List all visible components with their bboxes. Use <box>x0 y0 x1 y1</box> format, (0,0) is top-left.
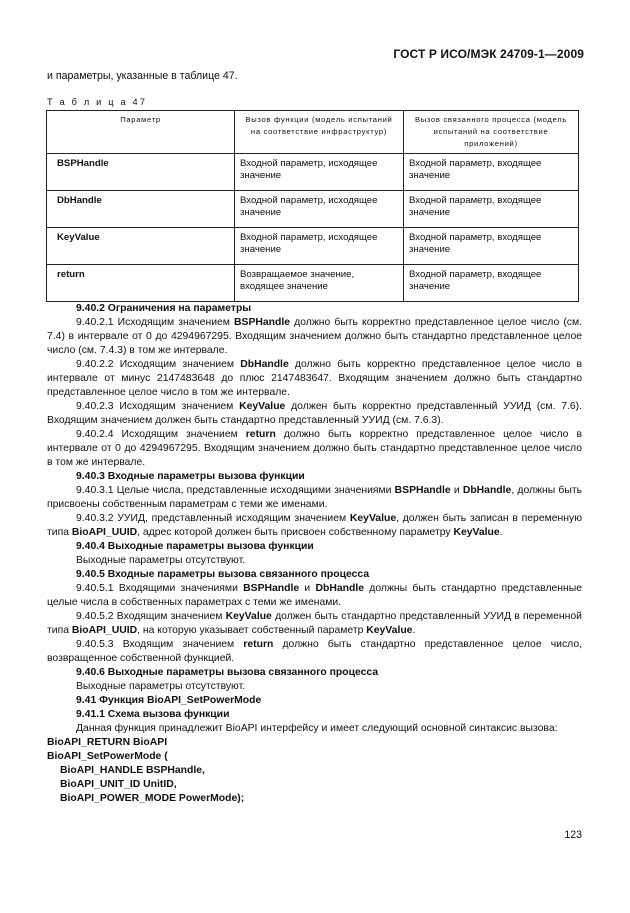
header-linked-process: Вызов связанного процесса (модель испытаний на соответствие приложений) <box>404 111 579 154</box>
document-body <box>47 302 582 806</box>
header-function-call: Вызов функции (модель испытаний на соответствие инфраструктур) <box>235 111 404 154</box>
paragraph: Данная функция принадлежит BioAPI интерфейсу и имеет следующий основной синтаксис вызова: <box>76 723 558 734</box>
section-heading: 9.40.2 Ограничения на параметры <box>76 303 252 314</box>
param-linked: Входной параметр, входящее значение <box>404 228 579 265</box>
table-header-row <box>47 111 579 154</box>
param-call: Возвращаемое значение, входящее значение <box>235 265 404 302</box>
param-name: KeyValue <box>47 228 235 265</box>
param-linked: Входной параметр, входящее значение <box>404 191 579 228</box>
intro-text: и параметры, указанные в таблице 47. <box>47 70 238 82</box>
paragraph: 9.40.5.3 Входящим значением return должно быть стандартно представленное целое число, возвращенное собственной функцией. <box>47 639 582 664</box>
section-heading: 9.40.6 Выходные параметры вызова связанного процесса <box>76 667 379 678</box>
document-code-header: ГОСТ Р ИСО/МЭК 24709-1—2009 <box>393 47 584 61</box>
paragraph: 9.40.2.1 Исходящим значением BSPHandle должно быть корректно представленное целое число (см. 7.4) в интервале от 0 до 4294967295. Входящим значением должно быть стандартно представленное целое число (см. 7.4.3) в том же интервале. <box>47 317 583 356</box>
paragraph: 9.40.3.1 Целые числа, представленные исходящими значениями BSPHandle и DbHandle, должны быть присвоены собственным параметрам с теми же именами. <box>47 485 582 510</box>
table-row <box>47 191 579 228</box>
section-heading: 9.41.1 Схема вызова функции <box>76 709 230 720</box>
paragraph: Выходные параметры отсутствуют. <box>76 681 246 692</box>
code-line: BioAPI_POWER_MODE PowerMode); <box>60 793 245 804</box>
code-line: BioAPI_SetPowerMode ( <box>47 751 168 762</box>
param-call: Входной параметр, исходящее значение <box>235 228 404 265</box>
table-row <box>47 228 579 265</box>
table-row <box>47 154 579 191</box>
code-line: BioAPI_UNIT_ID UnitID, <box>60 779 177 790</box>
table-row <box>47 265 579 302</box>
code-line: BioAPI_RETURN BioAPI <box>47 737 168 748</box>
paragraph: 9.40.2.2 Исходящим значением DbHandle должно быть корректно представленное целое число в интервале от минус 2147483648 до плюс 2147483647. Входящим значением должно быть стандартно представленное целое число в том же интервале. <box>47 359 582 398</box>
paragraph: 9.40.5.1 Входящими значениями BSPHandle и DbHandle должны быть стандартно представленные целые числа в собственных параметрах с теми же именами. <box>47 583 583 608</box>
page-number: 123 <box>564 829 582 841</box>
paragraph: Выходные параметры отсутствуют. <box>76 555 246 566</box>
paragraph: 9.40.2.4 Исходящим значением return должно быть корректно представленное целое число в интервале от 0 до 4294967295. Входящим значением должно быть стандартно представленное целое число в том же интервале. <box>47 429 582 468</box>
header-parameter: Параметр <box>47 111 235 154</box>
code-line: BioAPI_HANDLE BSPHandle, <box>60 765 205 776</box>
paragraph: 9.40.3.2 УУИД, представленный исходящим значением KeyValue, должен быть записан в переменную типа BioAPI_UUID, адрес которой должен быть присвоен собственному параметру KeyValue. <box>47 513 582 538</box>
section-heading: 9.40.4 Выходные параметры вызова функции <box>76 541 314 552</box>
table-caption: Т а б л и ц а 47 <box>47 97 148 107</box>
section-heading: 9.40.5 Входные параметры вызова связанного процесса <box>76 569 370 580</box>
param-name: BSPHandle <box>47 154 235 191</box>
param-call: Входной параметр, исходящее значение <box>235 191 404 228</box>
section-heading: 9.40.3 Входные параметры вызова функции <box>76 471 305 482</box>
paragraph: 9.40.5.2 Входящим значением KeyValue должен быть стандартно представленный УУИД в переменной типа BioAPI_UUID, на которую указывает собственный параметр KeyValue. <box>47 611 582 636</box>
param-name: return <box>47 265 235 302</box>
param-call: Входной параметр, исходящее значение <box>235 154 404 191</box>
param-name: DbHandle <box>47 191 235 228</box>
param-linked: Входной параметр, входящее значение <box>404 265 579 302</box>
section-heading: 9.41 Функция BioAPI_SetPowerMode <box>76 695 262 706</box>
paragraph: 9.40.2.3 Исходящим значением KeyValue должен быть корректно представленный УУИД (см. 7.6). Входящим значением должен быть стандартно представленный УУИД (см. 7.6.3). <box>47 401 582 426</box>
parameters-table <box>46 110 579 302</box>
param-linked: Входной параметр, входящее значение <box>404 154 579 191</box>
